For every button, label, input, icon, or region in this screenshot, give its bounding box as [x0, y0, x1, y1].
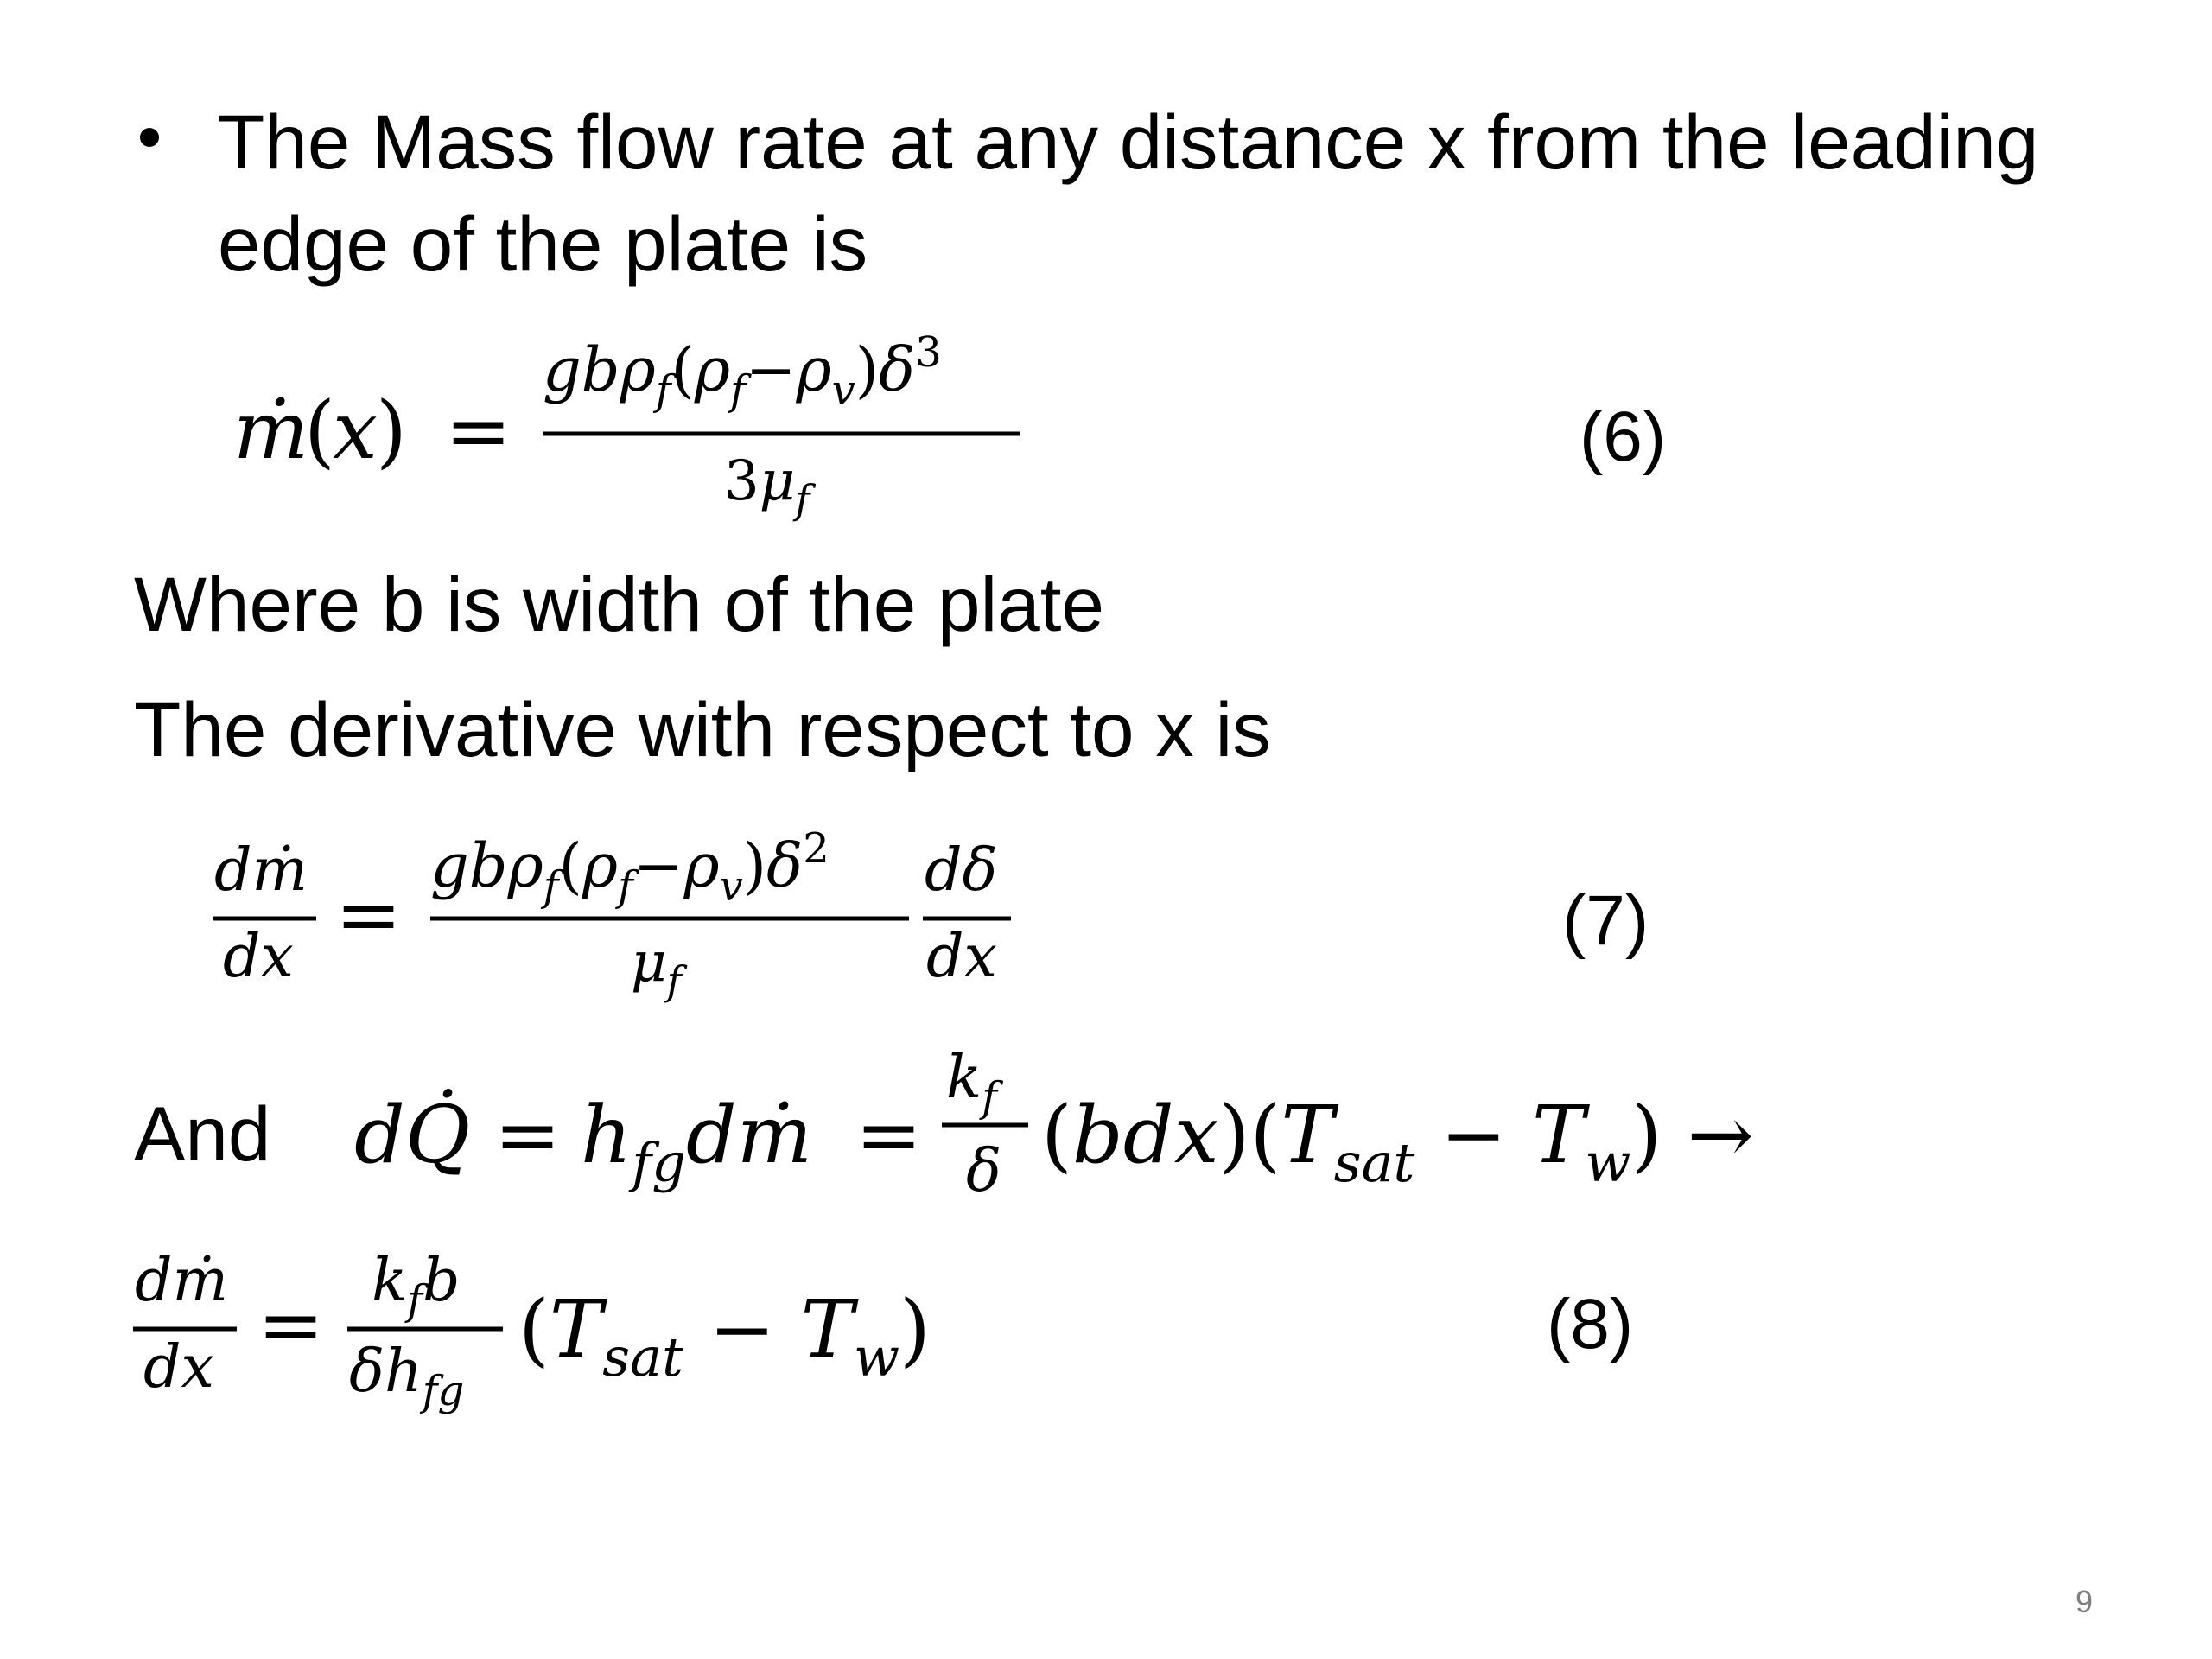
svg-text:x: x: [333, 385, 378, 477]
equation-7: [207, 824, 1071, 1037]
eq8-lhs-numerator: dṁ: [135, 1247, 229, 1315]
eq6-numerator: $gb\rho_f(\rho_f-\rho_v)\delta^3$: [543, 328, 942, 415]
eq8-temperature-difference: $(T_{sat} - T_w)$: [518, 1283, 931, 1389]
eq7-d-delta-denominator: dx: [926, 923, 997, 991]
eq8-numerator: $k_fb$: [372, 1247, 461, 1325]
eq7-numerator: $gb\rho_f(\rho_f-\rho_v)\delta^2$: [430, 824, 830, 911]
heat-balance-latent: $h_{fg}dṁ$: [581, 1089, 813, 1194]
heat-balance-k-numerator: $k_f$: [946, 1044, 997, 1122]
eq6-denominator: $3\mu_f$: [724, 449, 810, 523]
equation-number-6: (6): [1580, 397, 1667, 476]
eq7-lhs-numerator: dṁ: [214, 836, 308, 905]
equation-number-8: (8): [1547, 1285, 1634, 1363]
svg-text:=: =: [494, 1089, 562, 1181]
equation-6: [216, 328, 1080, 544]
svg-text:): ): [376, 385, 407, 477]
bullet-point-icon: [140, 128, 159, 147]
where-text: Where b is width of the plate: [134, 561, 1104, 647]
eq7-denominator: $\mu_f$: [631, 931, 682, 1004]
heat-balance-rhs: $(bdx)(T_{sat} - T_w)$ →: [1041, 1089, 1754, 1194]
eq7-lhs-denominator: dx: [223, 923, 294, 991]
equation-heat-balance: [346, 1037, 1797, 1227]
and-text: And: [134, 1090, 271, 1177]
eq8-denominator: $\delta h_{fg}$: [349, 1338, 465, 1415]
svg-text:=: =: [445, 385, 512, 477]
svg-text:=: =: [855, 1089, 923, 1181]
eq6-m-dot: ṁ: [233, 385, 309, 477]
slide-number: 9: [2075, 1584, 2094, 1619]
bullet-text-line-2: edge of the plate is: [218, 200, 868, 287]
heat-balance-lhs: dQ̇: [354, 1089, 471, 1181]
heat-balance-delta-denominator: δ: [966, 1137, 1001, 1205]
svg-text:=: =: [335, 868, 403, 961]
derivative-text: The derivative with respect to x is: [134, 686, 1271, 772]
eq7-d-delta-numerator: dδ: [925, 836, 998, 905]
equation-8: [130, 1240, 994, 1447]
eq6-lhs-args: (: [304, 385, 335, 477]
equation-number-7: (7): [1562, 881, 1649, 960]
eq8-lhs-denominator: dx: [143, 1333, 214, 1402]
bullet-text-line-1: The Mass flow rate at any distance x from the leading: [218, 99, 2039, 185]
svg-text:=: =: [257, 1279, 325, 1371]
